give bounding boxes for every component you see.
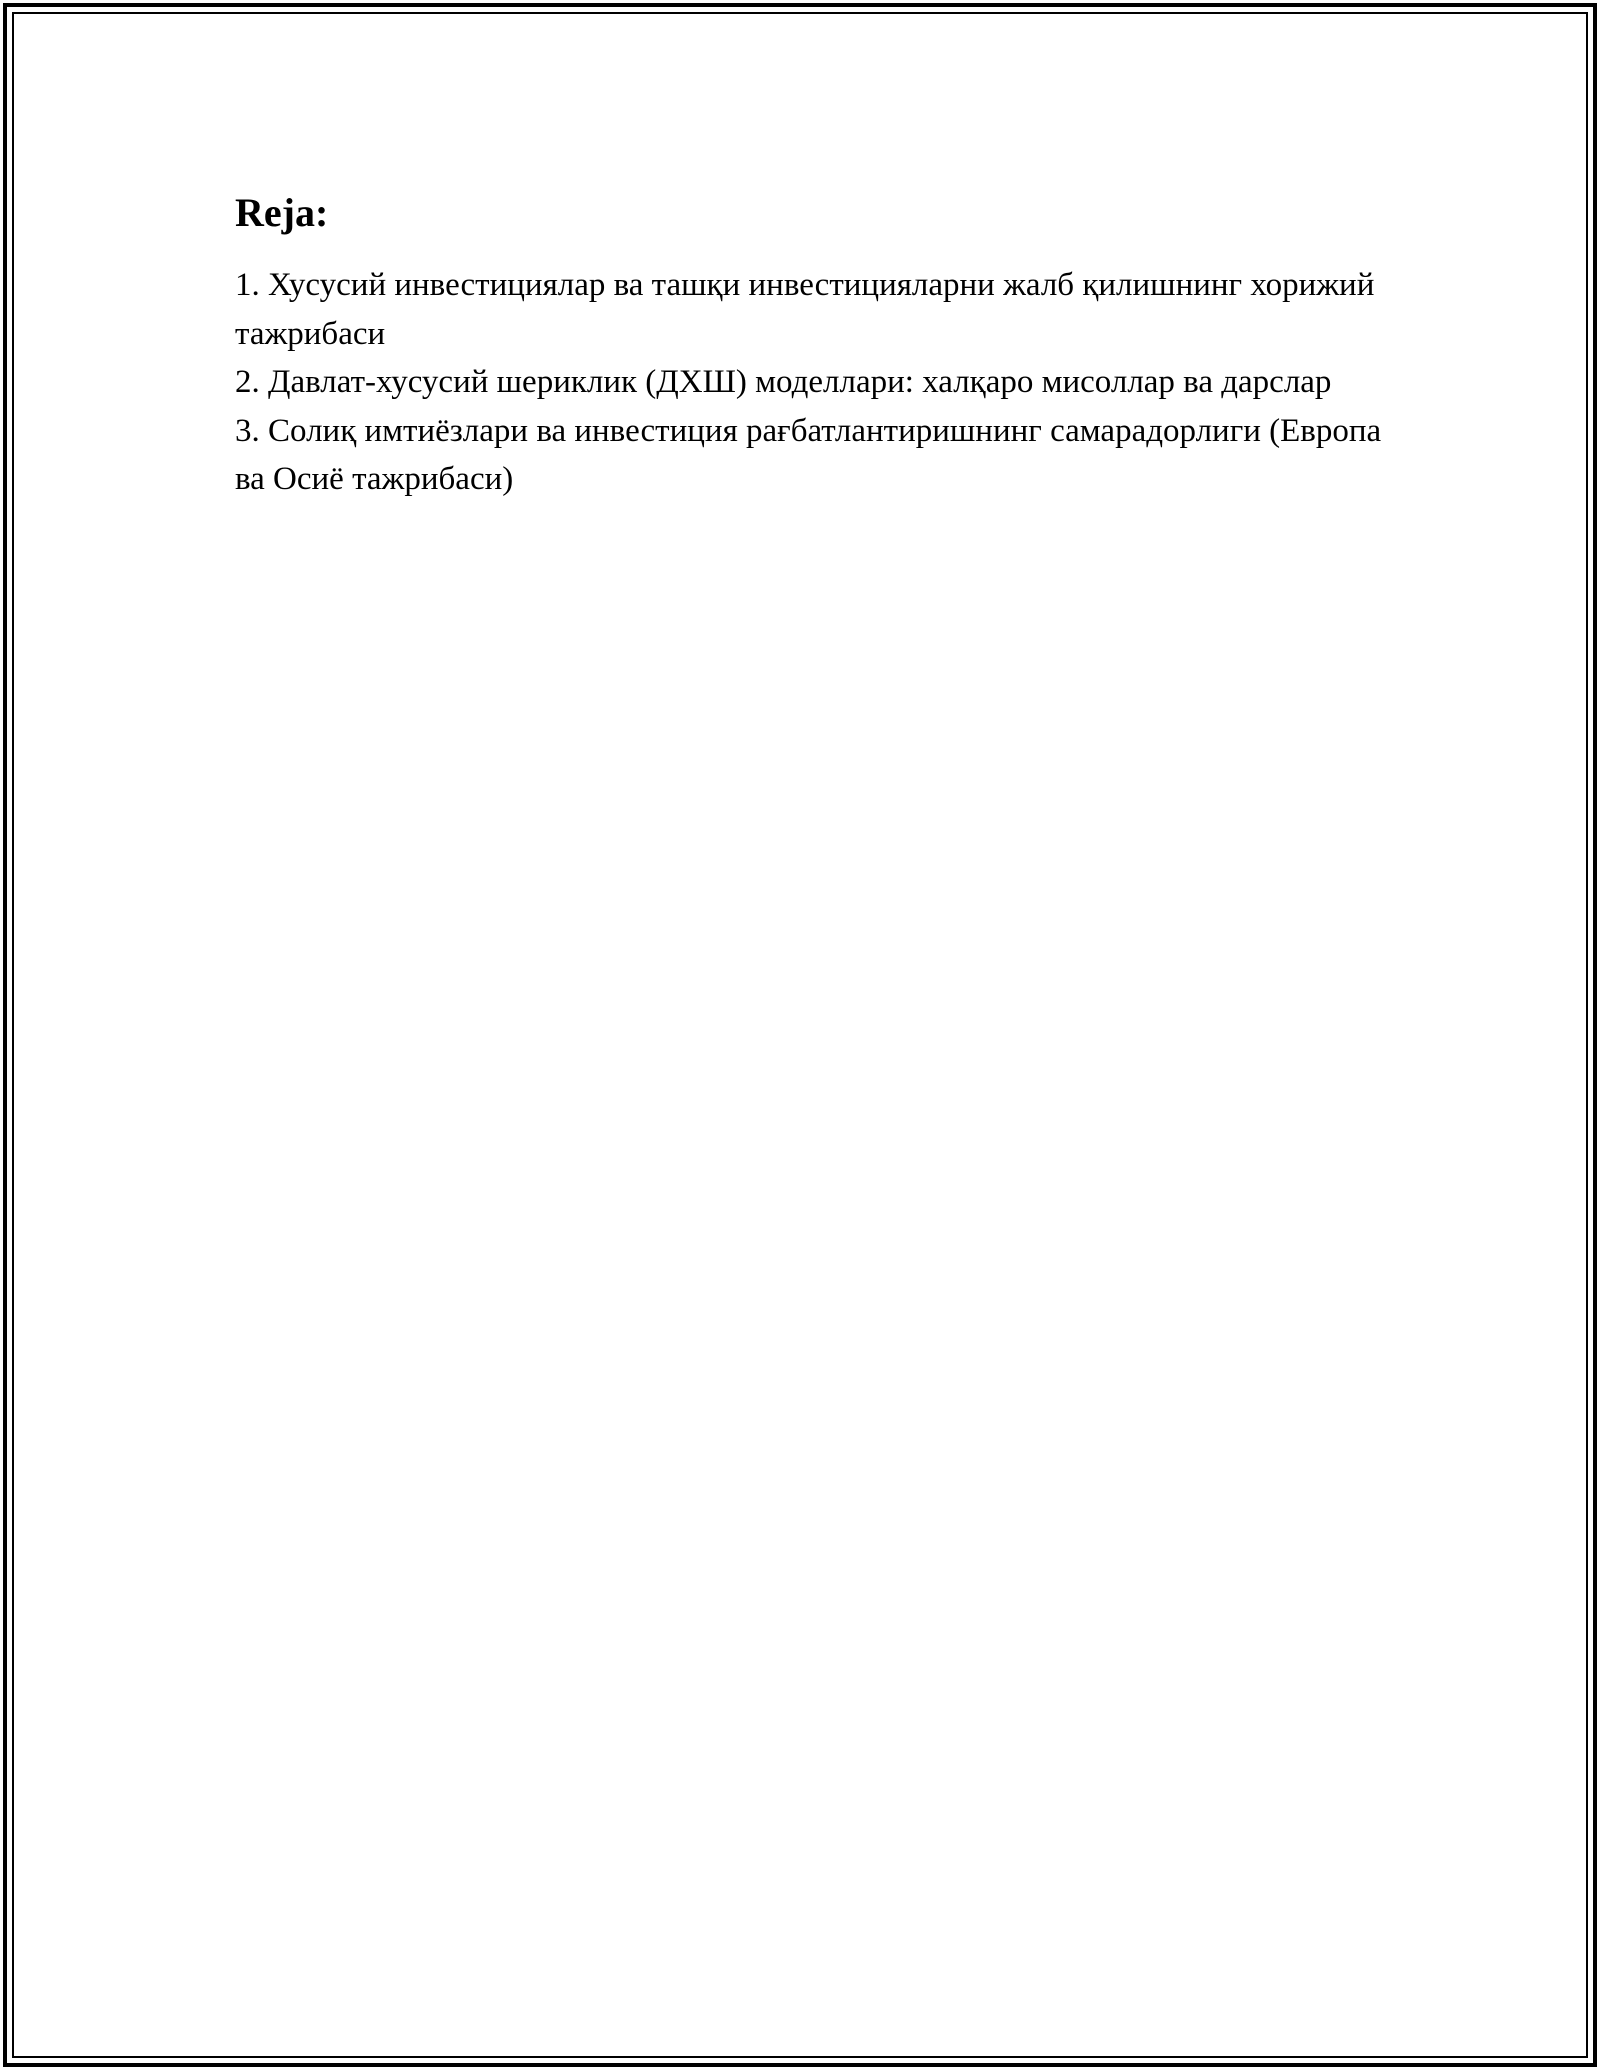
plan-item-1: 1. Хусусий инвестициялар ва ташқи инвестицияларни жалб қилишнинг хорижий тажрибаси bbox=[235, 267, 1375, 352]
plan-item-2: 2. Давлат-хусусий шериклик (ДХШ) моделлари: халқаро мисоллар ва дарслар bbox=[235, 364, 1332, 400]
plan-title: Reja: bbox=[235, 190, 329, 235]
plan-item-3: 3. Солиқ имтиёзлари ва инвестиция рағбатлантиришнинг самарадорлиги (Европа ва Осиё тажрибаси) bbox=[235, 412, 1382, 497]
plan-list bbox=[235, 261, 1395, 504]
document-body bbox=[235, 187, 1395, 504]
